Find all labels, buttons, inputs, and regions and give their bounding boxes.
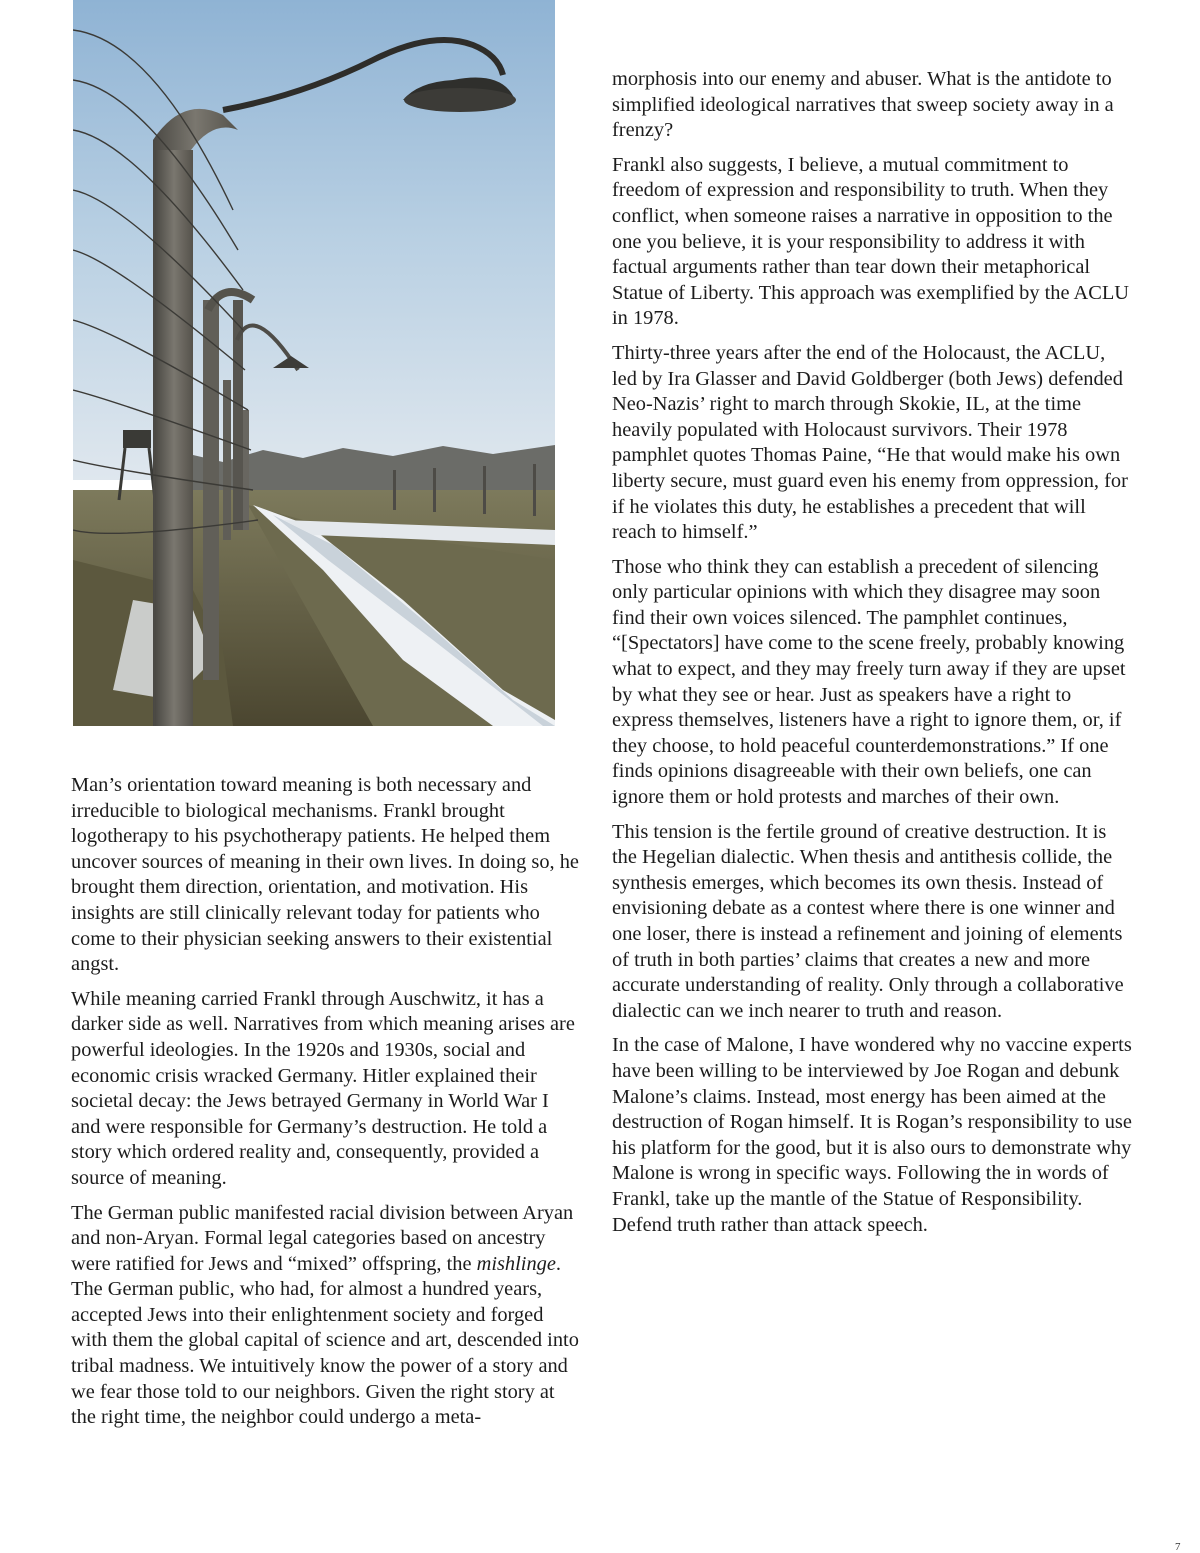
paragraph: While meaning carried Frankl through Auschwitz, it has a darker side as well. Narratives from which meaning arises are powerful ideologies. In the 1920s and 1930s, social and economic crisis wracked Germany. Hitler explained their societal decay: the Jews betrayed Germany in World War I and were responsible for Germany’s destruction. He told a story which ordered reality and, consequently, provided a source of meaning. [71, 987, 575, 1189]
left-column [71, 773, 583, 1440]
page-number: 7 [1175, 1541, 1181, 1553]
paragraph: Thirty-three years after the end of the Holocaust, the ACLU, led by Ira Glasser and David Goldberger (both Jews) defended Neo-Nazis’ right to march through Skokie, IL, at the time heavily populated with Holocaust survivors. Their 1978 pamphlet quotes Thomas Paine, “He that would make his own liberty secure, must guard even his enemy from oppression, for if he violates this duty, he establishes a precedent that will reach to himself.” [612, 341, 1128, 544]
paragraph-text: . The German public, who had, for almost a hundred years, accepted Jews into their enlightenment society and forged with them the global capital of science and art, descended into tribal madness. We intuitively know the power of a story and we fear those told to our neighbors. Given the right story at the right time, the neighbor could undergo a meta- [71, 1252, 579, 1429]
paragraph: This tension is the fertile ground of creative destruction. It is the Hegelian dialectic. When thesis and antithesis collide, the synthesis emerges, which becomes its own thesis. Instead of envisioning debate as a contest where there is one winner and one loser, there is instead a refinement and joining of elements of truth in both parties’ claims that creates a new and more accurate understanding of reality. Only through a collaborative dialectic can we inch nearer to truth and reason. [612, 820, 1124, 1022]
fence-photo-image [73, 0, 555, 726]
paragraph: In the case of Malone, I have wondered why no vaccine experts have been willing to be interviewed by Joe Rogan and debunk Malone’s claims. Instead, most energy has been aimed at the destruction of Rogan himself. It is Rogan’s responsibility to use his platform for the good, but it is also ours to demonstrate why Malone is wrong in specific ways. Following the in words of Frankl, take up the mantle of the Statue of Responsibility. Defend truth rather than attack speech. [612, 1034, 1132, 1236]
paragraph: morphosis into our enemy and abuser. What is the antidote to simplified ideological narratives that sweep society away in a frenzy? [612, 68, 1114, 142]
fence-photo [73, 0, 555, 726]
paragraph: Those who think they can establish a precedent of silencing only particular opinions with which they disagree may soon find their own voices silenced. The pamphlet continues, “[Spectators] have come to the scene freely, probably knowing what to expect, and they may freely turn away if they are upset by what they see or hear. Just as speakers have a right to express themselves, listeners have a right to ignore them, or, if they choose, to hold peaceful counterdemonstrations.” If one finds opinions disagreeable with their own beliefs, one can ignore them or hold protests and marches of their own. [612, 555, 1126, 809]
paragraph [71, 1201, 583, 1431]
paragraph-text: The German public manifested racial division between Aryan and non-Aryan. Formal legal categories based on ancestry were ratified for Jews and “mixed” offspring, the [71, 1201, 574, 1275]
italic-term: mishlinge [476, 1252, 556, 1275]
paragraph: Frankl also suggests, I believe, a mutual commitment to freedom of expression and responsibility to truth. When they conflict, when someone raises a narrative in opposition to the one you believe, it is your responsibility to address it with factual arguments rather than tear down their metaphorical Statue of Liberty. This approach was exemplified by the ACLU in 1978. [612, 153, 1130, 330]
right-column [612, 67, 1134, 1247]
paragraph: Man’s orientation toward meaning is both necessary and irreducible to biological mechanisms. Frankl brought logotherapy to his psychotherapy patients. He helped them uncover sources of meaning in their own lives. In doing so, he brought them direction, orientation, and motivation. His insights are still clinically relevant today for patients who come to their physician seeking answers to their existential angst. [71, 774, 579, 976]
